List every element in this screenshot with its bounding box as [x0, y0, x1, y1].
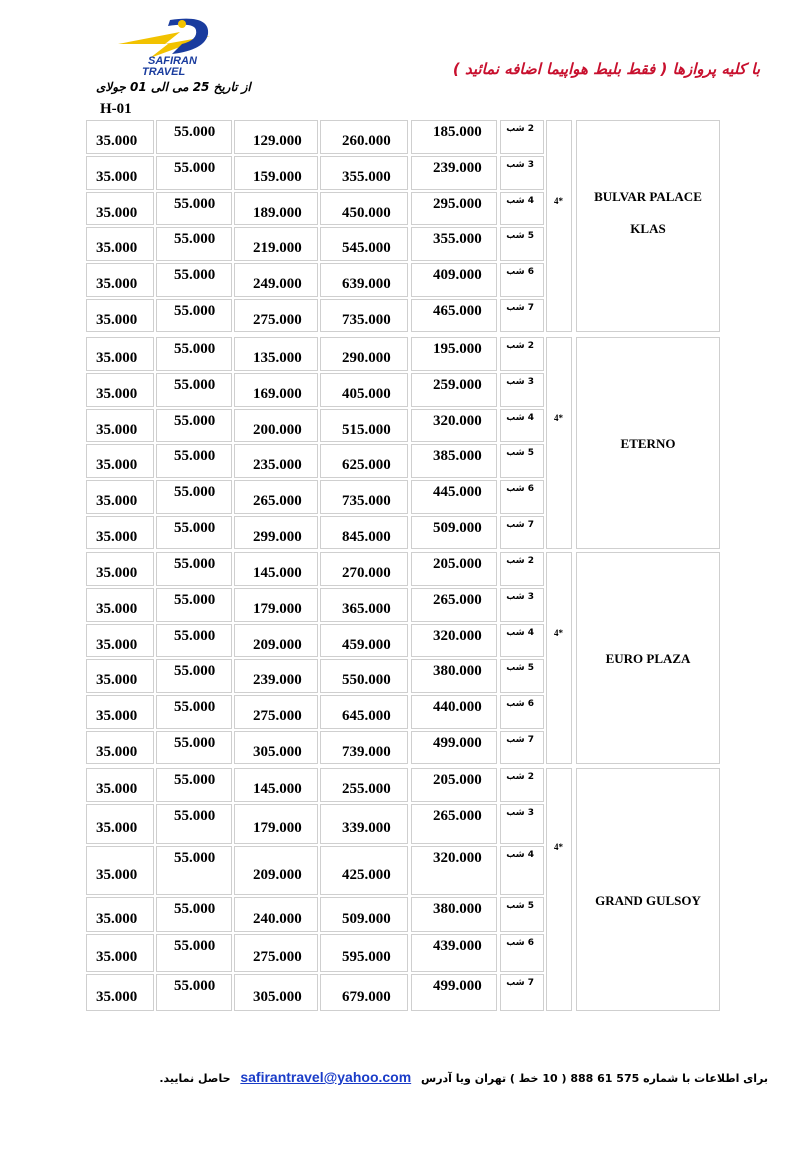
- price-value: 35.000: [96, 781, 138, 797]
- nights-label: 7 شب: [506, 520, 534, 530]
- nights-label: 6 شب: [506, 699, 534, 709]
- price-value: 35.000: [96, 565, 138, 581]
- nights-label: 6 شب: [506, 267, 534, 277]
- price-value: 35.000: [96, 949, 138, 965]
- price-value: 55.000: [174, 484, 216, 500]
- nights-label: 3 شب: [506, 592, 534, 602]
- price-value: 595.000: [342, 949, 391, 965]
- price-value: 255.000: [342, 781, 391, 797]
- price-value: 55.000: [174, 592, 216, 608]
- price-value: 270.000: [342, 565, 391, 581]
- price-value: 35.000: [96, 169, 138, 185]
- hotel-stars: 4*: [554, 196, 563, 206]
- nights-label: 5 شب: [506, 231, 534, 241]
- hotel-name: GRAND GULSOY: [595, 893, 701, 908]
- price-value: 55.000: [174, 341, 216, 357]
- price-value: 550.000: [342, 672, 391, 688]
- price-value: 35.000: [96, 422, 138, 438]
- price-value: 185.000: [433, 124, 482, 140]
- price-value: 179.000: [253, 601, 302, 617]
- date-range: از تاریخ 25 می الی 01 جولای: [96, 80, 251, 94]
- price-value: 55.000: [174, 663, 216, 679]
- price-value: 739.000: [342, 744, 391, 760]
- nights-label: 4 شب: [506, 628, 534, 638]
- price-value: 459.000: [342, 637, 391, 653]
- headline: با کلیه پروازها ( فقط بلیط هواپیما اضافه نمائید ): [452, 60, 760, 78]
- price-value: 35.000: [96, 708, 138, 724]
- price-value: 129.000: [253, 133, 302, 149]
- price-value: 55.000: [174, 901, 216, 917]
- price-value: 35.000: [96, 133, 138, 149]
- price-value: 55.000: [174, 413, 216, 429]
- nights-label: 5 شب: [506, 663, 534, 673]
- price-value: 55.000: [174, 556, 216, 572]
- nights-label: 7 شب: [506, 978, 534, 988]
- price-value: 145.000: [253, 565, 302, 581]
- price-value: 35.000: [96, 867, 138, 883]
- price-value: 219.000: [253, 240, 302, 256]
- price-value: 35.000: [96, 529, 138, 545]
- price-value: 55.000: [174, 978, 216, 994]
- nights-label: 2 شب: [506, 556, 534, 566]
- price-value: 35.000: [96, 989, 138, 1005]
- price-value: 735.000: [342, 312, 391, 328]
- nights-label: 6 شب: [506, 938, 534, 948]
- price-value: 275.000: [253, 949, 302, 965]
- price-value: 249.000: [253, 276, 302, 292]
- price-value: 209.000: [253, 637, 302, 653]
- price-value: 450.000: [342, 205, 391, 221]
- nights-label: 7 شب: [506, 303, 534, 313]
- nights-label: 3 شب: [506, 808, 534, 818]
- hotel-name: KLAS: [630, 221, 666, 236]
- price-value: 440.000: [433, 699, 482, 715]
- price-value: 385.000: [433, 448, 482, 464]
- price-value: 320.000: [433, 413, 482, 429]
- nights-label: 7 شب: [506, 735, 534, 745]
- package-code: H-01: [100, 101, 132, 117]
- price-value: 145.000: [253, 781, 302, 797]
- stars-cell: [546, 120, 572, 332]
- price-value: 305.000: [253, 744, 302, 760]
- price-value: 35.000: [96, 457, 138, 473]
- nights-label: 2 شب: [506, 341, 534, 351]
- price-value: 355.000: [433, 231, 482, 247]
- contact-suffix: حاصل نمایید.: [159, 1072, 231, 1085]
- price-value: 179.000: [253, 820, 302, 836]
- price-value: 55.000: [174, 160, 216, 176]
- price-value: 679.000: [342, 989, 391, 1005]
- price-value: 409.000: [433, 267, 482, 283]
- price-value: 380.000: [433, 901, 482, 917]
- price-value: 35.000: [96, 672, 138, 688]
- price-value: 265.000: [253, 493, 302, 509]
- stars-cell: [546, 768, 572, 1011]
- price-value: 639.000: [342, 276, 391, 292]
- price-value: 35.000: [96, 350, 138, 366]
- price-value: 35.000: [96, 911, 138, 927]
- price-value: 35.000: [96, 637, 138, 653]
- contact-text: برای اطلاعات با شماره 575 61 888 ( 10 خط ) تهران ویا آدرس: [421, 1072, 768, 1085]
- price-value: 200.000: [253, 422, 302, 438]
- stars-cell: [546, 337, 572, 549]
- price-value: 320.000: [433, 628, 482, 644]
- price-value: 365.000: [342, 601, 391, 617]
- price-value: 195.000: [433, 341, 482, 357]
- price-table: [86, 120, 720, 1013]
- price-value: 499.000: [433, 978, 482, 994]
- price-value: 299.000: [253, 529, 302, 545]
- price-value: 189.000: [253, 205, 302, 221]
- price-value: 509.000: [433, 520, 482, 536]
- price-value: 515.000: [342, 422, 391, 438]
- price-value: 275.000: [253, 312, 302, 328]
- price-value: 425.000: [342, 867, 391, 883]
- price-value: 55.000: [174, 850, 216, 866]
- price-value: 35.000: [96, 312, 138, 328]
- price-value: 135.000: [253, 350, 302, 366]
- price-value: 265.000: [433, 808, 482, 824]
- price-value: 240.000: [253, 911, 302, 927]
- price-value: 55.000: [174, 699, 216, 715]
- price-value: 545.000: [342, 240, 391, 256]
- price-value: 209.000: [253, 867, 302, 883]
- price-value: 275.000: [253, 708, 302, 724]
- hotel-stars: 4*: [554, 628, 563, 638]
- hotel-stars: 4*: [554, 413, 563, 423]
- contact-footer: [159, 1069, 768, 1085]
- brand-name: SAFIRAN TRAVEL: [142, 55, 197, 78]
- price-value: 380.000: [433, 663, 482, 679]
- hotel-name: ETERNO: [620, 436, 676, 451]
- price-value: 735.000: [342, 493, 391, 509]
- price-value: 320.000: [433, 850, 482, 866]
- price-value: 35.000: [96, 240, 138, 256]
- price-value: 35.000: [96, 276, 138, 292]
- email-link[interactable]: safirantravel@yahoo.com: [240, 1069, 412, 1085]
- hotel-name: BULVAR PALACE: [594, 189, 702, 204]
- nights-label: 3 شب: [506, 377, 534, 387]
- price-value: 295.000: [433, 196, 482, 212]
- price-value: 35.000: [96, 205, 138, 221]
- price-value: 55.000: [174, 231, 216, 247]
- price-value: 499.000: [433, 735, 482, 751]
- price-value: 55.000: [174, 448, 216, 464]
- price-value: 205.000: [433, 556, 482, 572]
- price-value: 239.000: [433, 160, 482, 176]
- price-value: 405.000: [342, 386, 391, 402]
- price-value: 355.000: [342, 169, 391, 185]
- hotel-stars: 4*: [554, 842, 563, 852]
- price-value: 55.000: [174, 735, 216, 751]
- price-value: 55.000: [174, 938, 216, 954]
- nights-label: 4 شب: [506, 413, 534, 423]
- price-value: 35.000: [96, 744, 138, 760]
- price-value: 305.000: [253, 989, 302, 1005]
- nights-label: 5 شب: [506, 901, 534, 911]
- price-value: 55.000: [174, 124, 216, 140]
- price-value: 439.000: [433, 938, 482, 954]
- stars-cell: [546, 552, 572, 764]
- nights-label: 4 شب: [506, 850, 534, 860]
- price-value: 35.000: [96, 601, 138, 617]
- price-value: 259.000: [433, 377, 482, 393]
- price-value: 260.000: [342, 133, 391, 149]
- price-value: 35.000: [96, 820, 138, 836]
- nights-label: 6 شب: [506, 484, 534, 494]
- price-value: 845.000: [342, 529, 391, 545]
- price-value: 159.000: [253, 169, 302, 185]
- price-value: 169.000: [253, 386, 302, 402]
- price-value: 290.000: [342, 350, 391, 366]
- nights-label: 3 شب: [506, 160, 534, 170]
- hotel-name: EURO PLAZA: [605, 651, 691, 666]
- price-value: 55.000: [174, 377, 216, 393]
- price-value: 205.000: [433, 772, 482, 788]
- price-value: 55.000: [174, 196, 216, 212]
- price-value: 55.000: [174, 267, 216, 283]
- nights-label: 5 شب: [506, 448, 534, 458]
- price-value: 339.000: [342, 820, 391, 836]
- price-value: 55.000: [174, 520, 216, 536]
- price-value: 55.000: [174, 628, 216, 644]
- price-value: 35.000: [96, 386, 138, 402]
- price-value: 55.000: [174, 303, 216, 319]
- price-value: 239.000: [253, 672, 302, 688]
- price-value: 625.000: [342, 457, 391, 473]
- price-value: 265.000: [433, 592, 482, 608]
- nights-label: 2 شب: [506, 772, 534, 782]
- nights-label: 2 شب: [506, 124, 534, 134]
- price-value: 55.000: [174, 808, 216, 824]
- price-value: 465.000: [433, 303, 482, 319]
- price-value: 235.000: [253, 457, 302, 473]
- price-value: 509.000: [342, 911, 391, 927]
- price-value: 35.000: [96, 493, 138, 509]
- price-value: 445.000: [433, 484, 482, 500]
- nights-label: 4 شب: [506, 196, 534, 206]
- price-value: 645.000: [342, 708, 391, 724]
- price-value: 55.000: [174, 772, 216, 788]
